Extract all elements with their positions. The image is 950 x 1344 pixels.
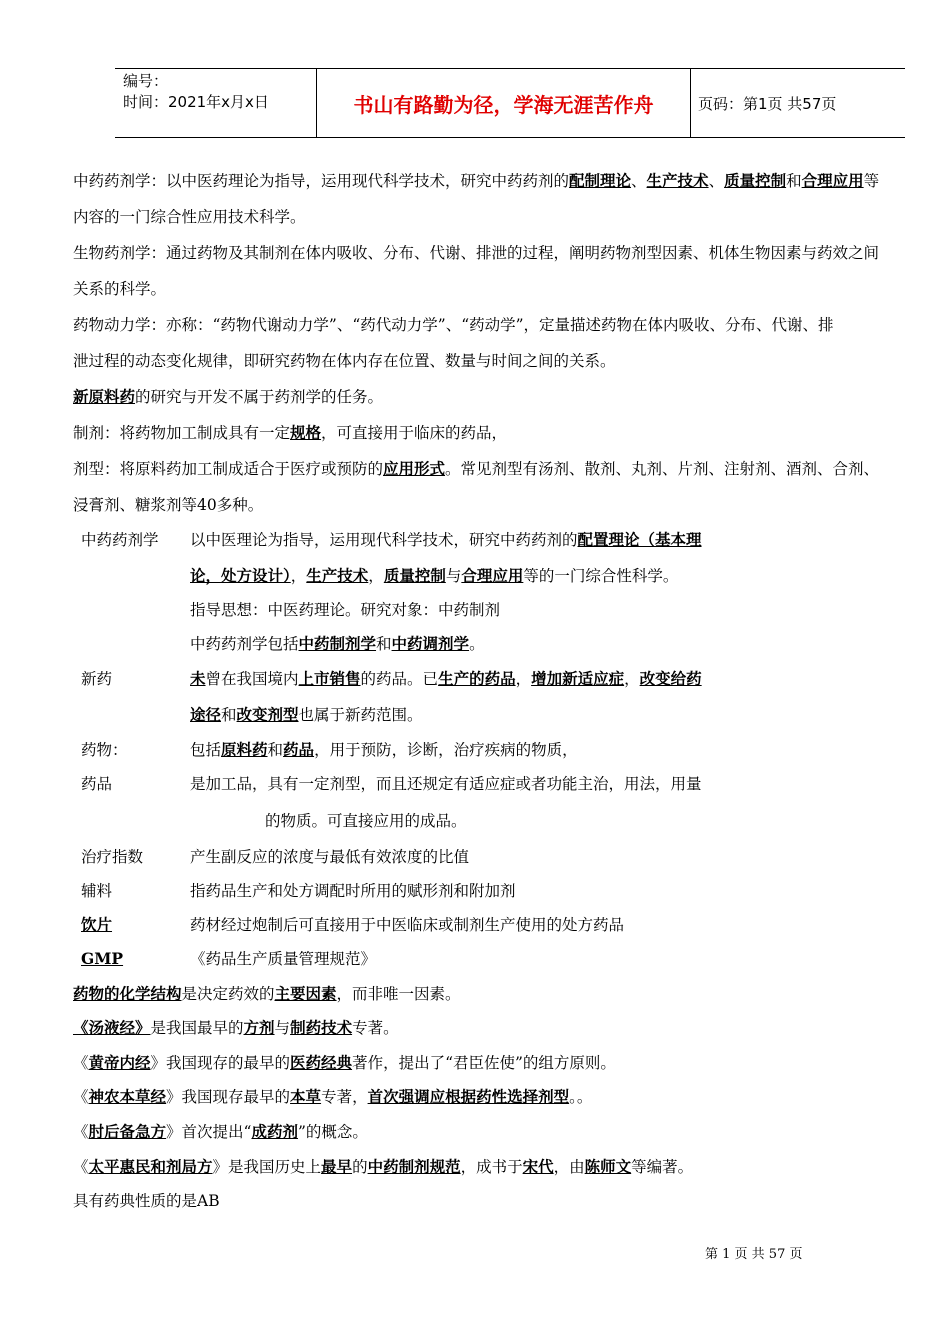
def-term: 饮片: [81, 915, 113, 934]
paragraph-yaowudonglixue: 药物动力学：亦称：“药物代谢动力学”、“药代动力学”、“药动学”，定量描述药物在体内吸收、分布、代谢、排: [73, 316, 834, 334]
paragraph-line: 泄过程的动态变化规律，即研究药物在体内存在位置、数量与时间之间的关系。: [73, 352, 616, 370]
def-desc: 指药品生产和处方调配时所用的赋形剂和附加剂: [190, 882, 516, 900]
def-term: 药品: [81, 775, 113, 793]
def-desc: 指导思想：中医药理论。研究对象：中药制剂: [190, 601, 501, 619]
header-page-info: 页码：第1页 共57页: [698, 94, 837, 113]
fact-line: 《黄帝内经》我国现存的最早的医药经典著作，提出了“君臣佐使”的组方原则。: [73, 1053, 616, 1072]
def-desc: 药材经过炮制后可直接用于中医临床或制剂生产使用的处方药品: [190, 916, 625, 934]
header-meta: [123, 71, 313, 113]
time-label: 时间：2021年x月x日: [123, 93, 269, 111]
number-label: 编号：: [123, 72, 169, 90]
paragraph-line: 内容的一门综合性应用技术科学。: [73, 208, 306, 226]
def-desc: 《药品生产质量管理规范》: [190, 950, 377, 968]
def-desc: 以中医理论为指导，运用现代科学技术，研究中药药剂的配置理论（基本理: [190, 530, 702, 549]
fact-line: 《汤液经》是我国最早的方剂与制药技术专著。: [73, 1018, 399, 1037]
fact-line: 《神农本草经》我国现存最早的本草专著，首次强调应根据药性选择剂型。。: [73, 1087, 593, 1106]
def-desc: 途径和改变剂型也属于新药范围。: [190, 705, 423, 724]
def-desc: 包括原料药和药品，用于预防，诊断，治疗疾病的物质，: [190, 740, 578, 759]
def-term: 新药: [81, 670, 113, 688]
fact-line: 具有药典性质的是AB: [73, 1192, 220, 1210]
paragraph-jixing: 剂型：将原料药加工制成适合于医疗或预防的应用形式。常见剂型有汤剂、散剂、丸剂、片剂、注射剂、酒剂、合剂、: [73, 459, 880, 478]
paragraph-zhiji: 制剂：将药物加工制成具有一定规格，可直接用于临床的药品，: [73, 423, 508, 442]
page-footer: 第 1 页 共 57 页: [705, 1247, 803, 1262]
def-term: 辅料: [81, 882, 113, 900]
def-desc: 是加工品，具有一定剂型，而且还规定有适应症或者功能主治，用法，用量: [190, 775, 702, 793]
paragraph-shengwuyaojixue: 生物药剂学：通过药物及其制剂在体内吸收、分布、代谢、排泄的过程，阐明药物剂型因素、机体生物因素与药效之间: [73, 244, 880, 262]
fact-line: 《肘后备急方》首次提出“成药剂”的概念。: [73, 1122, 368, 1141]
def-term: 中药药剂学: [81, 531, 159, 549]
paragraph-xinyuanliaoyao: 新原料药的研究与开发不属于药剂学的任务。: [73, 387, 384, 406]
def-desc: 未曾在我国境内上市销售的药品。已生产的药品，增加新适应症，改变给药: [190, 669, 702, 688]
page-header: [115, 68, 905, 138]
header-motto: 书山有路勤为径，学海无涯苦作舟: [316, 69, 691, 137]
def-term: GMP: [81, 949, 124, 968]
paragraph-line: 浸膏剂、糖浆剂等40多种。: [73, 496, 264, 514]
paragraph-line: 关系的科学。: [73, 280, 167, 298]
paragraph-zhongyaoyaojixue: 中药药剂学：以中医药理论为指导，运用现代科学技术，研究中药药剂的配制理论、生产技术、质量控制和合理应用等: [73, 171, 880, 190]
def-desc: 中药药剂学包括中药制剂学和中药调剂学。: [190, 634, 485, 653]
def-desc: 产生副反应的浓度与最低有效浓度的比值: [190, 848, 470, 866]
def-term: 治疗指数: [81, 848, 144, 866]
def-desc: 论，处方设计），生产技术，质量控制与合理应用等的一门综合性科学。: [190, 566, 679, 585]
def-term: 药物：: [81, 741, 128, 759]
fact-line: 药物的化学结构是决定药效的主要因素，而非唯一因素。: [73, 984, 461, 1003]
fact-line: 《太平惠民和剂局方》是我国历史上最早的中药制剂规范，成书于宋代，由陈师文等编著。: [73, 1157, 694, 1176]
def-desc: 的物质。可直接应用的成品。: [265, 812, 467, 830]
